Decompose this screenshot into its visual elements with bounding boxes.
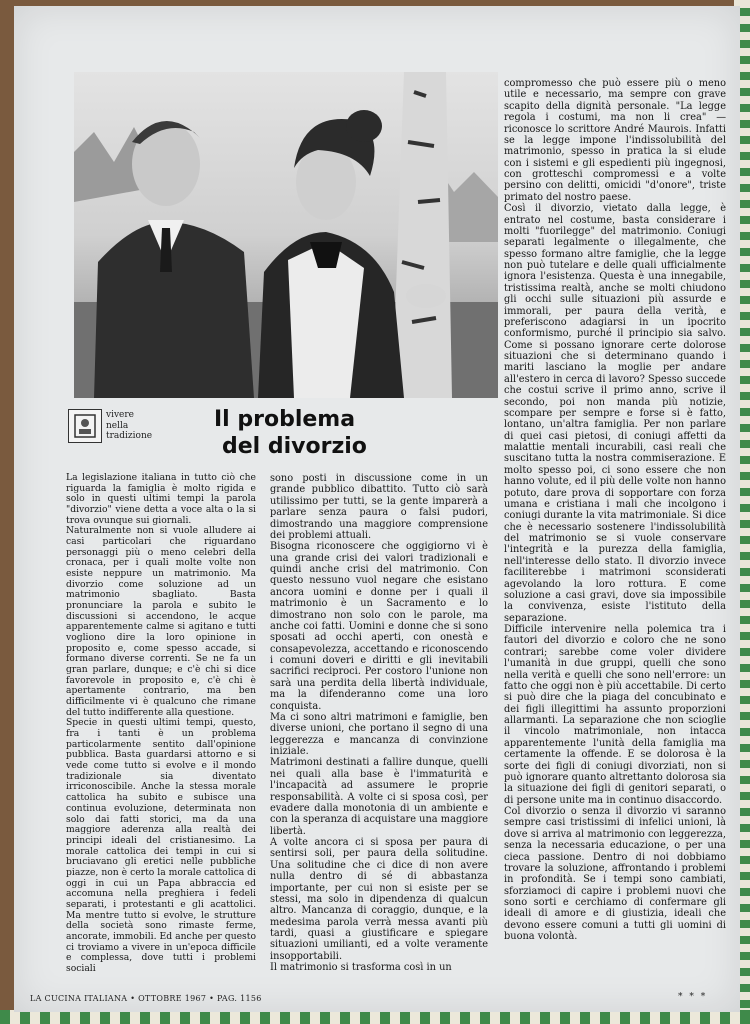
paragraph: Il matrimonio si trasforma così in un [270,962,452,974]
couple-photo [74,72,498,398]
paragraph: Col divorzio o senza il divorzio vi saranno sempre casi tristissimi di infelici unioni, là dove si arriva al matrimonio con leggerezza, senza la necessaria educazione, o per una cieca passione. Dentro di noi dobbiamo trovare la soluzione, affrontando i problemi in profondità. Se i tempi sono cambiati, sforziamoci di capire i problemi nuovi che sono sorti e cerchiamo di confermare gli ideali di amore e di giustizia, ideali che devono essere comuni a tutti gli uomini di buona volontà. [504,806,726,943]
paragraph: Bisogna riconoscere che oggigiorno vi è una grande crisi dei valori tradizionali e quindi anche crisi del matrimonio. Con questo nessuno vuol negare che esistano ancora uomini e donne per i quali il matrimonio è un Sacramento e lo dimostrano non solo con le parole, ma anche coi fatti. Uomini e donne che si sono sposati ad occhi aperti, con onestà e consapevolezza, accettando e riconoscendo i comuni doveri e diritti e gli inevitabili sacrifici reciproci. Per costoro l'unione non sarà una perdita della libertà individuale, ma la difenderanno come una loro conquista. [270,541,488,712]
page-footer: LA CUCINA ITALIANA • OTTOBRE 1967 • PAG. 1156 [30,994,262,1003]
paragraph: La legislazione italiana in tutto ciò che riguarda la famiglia è molto rigida e solo in questi ultimi tempi la parola "divorzio" viene detta a voce alta o la si trova ovunque sui giornali. [66,472,256,526]
paragraph: Specie in questi ultimi tempi, questo, fra i tanti è un problema particolarmente sentito dall'opinione pubblica. Basta guardarsi attorno e si vede come tutto si evolve e il mondo tradizionale sia diventato irriconoscibile. Anche la stessa morale cattolica ha subito e subisce una continua evoluzione, determinata non solo dai fatti storici, ma da una maggiore aderenza alla realtà dei principi ideali del cristianesimo. La morale cattolica dei tempi in cui si bruciavano gli eretici nelle pubbliche piazze, non è certo la morale cattolica di oggi in cui un Papa abbraccia ed accomuna nella preghiera i fedeli separati, i protestanti e gli acattolici. Ma mentre tutto si evolve, le strutture della società sono rimaste ferme, ancorate, immobili. Ed anche per questo ci troviamo a vivere in un'epoca difficile e complessa, dove tutti i problemi sociali [66,717,256,974]
article-title [214,406,367,460]
magazine-page [14,6,740,1012]
article-title-line1: Il problema [214,407,356,432]
paragraph: Matrimoni destinati a fallire dunque, quelli nei quali alla base è l'immaturità e l'incapacità ad assumere le proprie responsabilità. A volte ci si sposa così, per evadere dalla monotonia di un ambiente e con la speranza di acquistare una maggiore libertà. [270,757,488,837]
couple-photo-illustration [74,72,498,398]
rubric-logo [68,409,102,443]
paragraph: Difficile intervenire nella polemica tra i fautori del divorzio e coloro che ne sono contrari; sarebbe come voler dividere l'umanità in due gruppi, quelli che sono nella verità e quelli che sono nell'errore: un fatto che oggi non è più accettabile. Di certo si può dire che la piaga del concubinato e dei figli illegittimi ha assunto proporzioni allarmanti. La separazione che non scioglie il vincolo matrimoniale, non intacca apparentemente l'unità della famiglia ma certamente la offende. E se dolorosa è la sorte dei figli di coniugi divorziati, non si può ignorare quanto altrettanto dolorosa sia la situazione dei figli di genitori separati, o di persone unite ma in continuo disaccordo. [504,624,726,806]
paragraph: Così il divorzio, vietato dalla legge, è entrato nel costume, basta considerare i molti "fuorilegge" del matrimonio. Coniugi separati legalmente o illegalmente, che spesso formano altre famiglie, che la legge non può tutelare e delle quali ufficialmente ignora l'esistenza. Questa è una innegabile, tristissima realtà, anche se molti chiudono gli occhi sulle situazioni più assurde e immorali, per paura della verità, e preferiscono adagiarsi in un ipocrito conformismo, purché il principio sia salvo. Come si possano ignorare certe dolorose situazioni che si determinano quando i mariti lasciano la moglie per andare all'estero in cerca di lavoro? Spesso succede che costui scrive il primo anno, scrive il secondo, poi non manda più notizie, scompare per sempre e forse si è fatto, lontano, un'altra famiglia. Per non parlare di quei casi pietosi, di coniugi affetti da malattie mentali incurabili, casi reali che suscitano tutta la nostra commiserazione. E molto spesso poi, ci sono essere che non hanno volute, ed il più delle volte non hanno potuto, dare prova di sopportare con forza umana e cristiana i mali che incolgono i coniugi durante la vita matrimoniale. Si dice che è necessario sostenere l'indissolubilità del matrimonio se si vuole conservare l'integrità e la purezza della famiglia, nell'interesse dello stato. Il divorzio invece faciliterebbe i matrimoni sconsiderati agevolando la loro rottura. E come soluzione a casi gravi, dove sia impossibile la convivenza, esiste l'istituto della separazione. [504,203,726,624]
article-column-2 [270,473,488,974]
paragraph: compromesso che può essere più o meno utile e necessario, ma sempre con grave scapito della dignità personale. "La legge regola i costumi, ma non li crea" — riconosce lo scrittore André Maurois. Infatti se la legge impone l'indissolubilità del matrimonio, spesso in pratica la si elude con i sistemi e gli espedienti più ingegnosi, con grotteschi compromessi e a volte persino con delitti, omicidi "d'onore", triste primato del nostro paese. [504,78,726,203]
article-column-3 [504,78,726,943]
rubric-label: vivere nella tradizione [106,410,153,441]
paragraph: sono posti in discussione come in un grande pubblico dibattito. Tutto ciò sarà utilissimo per tutti, se la gente imparerà a parlare senza paura o falsi pudori, dimostrando una maggiore comprensione dei problemi attuali. [270,473,488,541]
article-column-1 [66,473,256,975]
article-title-line2: del divorzio [222,434,367,459]
tablecloth-bottom [0,1010,750,1024]
paragraph: Naturalmente non si vuole alludere ai casi particolari che riguardano personaggi più o meno celebri della cronaca, per i quali molte volte non esiste neppure un matrimonio. Ma divorzio come soluzione ad un matrimonio sbagliato. Basta pronunciare la parola e subito le discussioni si accendono, le acque apparentemente calme si agitano e tutti vogliono dire la loro opinione in proposito e, come spesso accade, si formano diverse correnti. Se ne fa un gran parlare, dunque; e c'è chi si dice favorevole in proposito e, c'è chi è apertamente contrario, ma ben difficilmente vi è qualcuno che rimane del tutto indifferente alla questione. [66,525,256,718]
paragraph: A volte ancora ci si sposa per paura di sentirsi soli, per paura della solitudine. Una solitudine che ci dice di non avere nulla dentro di sé di abbastanza importante, per cui non si esiste per se stessi, ma solo in dipendenza di qualcun altro. Mancanza di coraggio, dunque, e la medesima parola verrà messa avanti più tardi, quasi a giustificare e spiegare situazioni umilianti, ed a volte veramente insopportabili. [270,837,488,962]
end-mark: * * * [678,992,708,1002]
paragraph: Ma ci sono altri matrimoni e famiglie, ben diverse unioni, che portano il segno di una leggerezza e mancanza di convinzione iniziale. [270,711,488,757]
rubric-logo-icon [69,410,101,442]
